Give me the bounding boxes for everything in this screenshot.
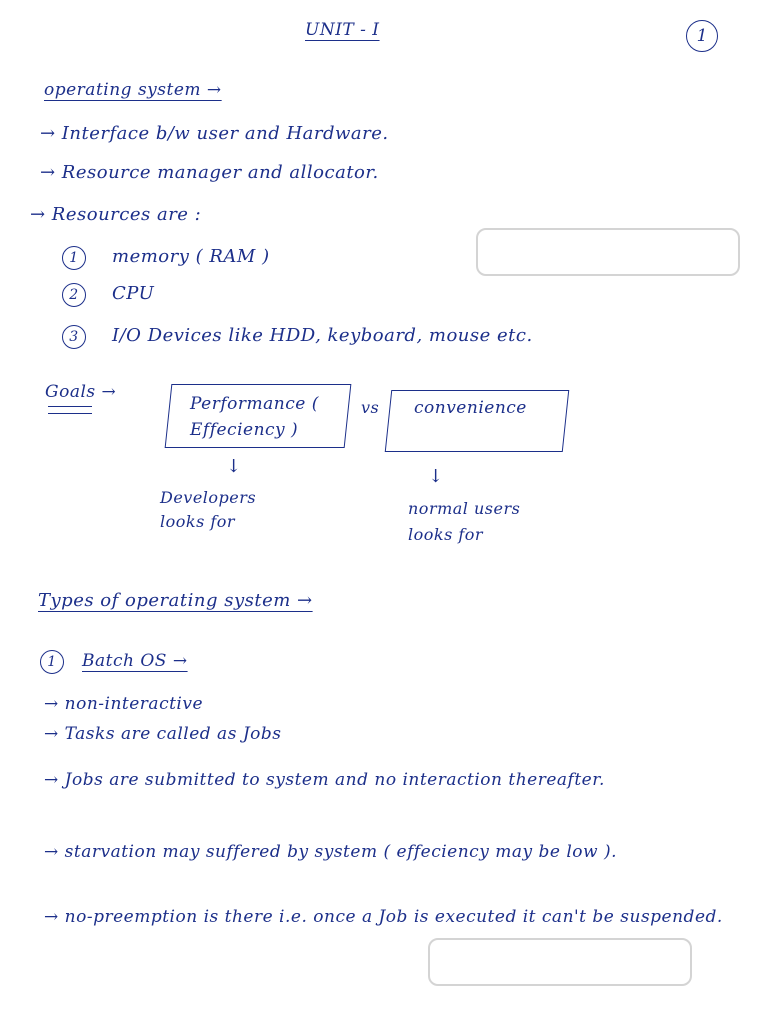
- goals-label: Goals →: [45, 382, 117, 402]
- resource-item-memory: [62, 246, 270, 270]
- down-arrow-icon: ↓: [226, 456, 242, 477]
- number-circle: 2: [62, 283, 86, 307]
- batch-point-jobs: → Tasks are called as Jobs: [44, 724, 282, 744]
- batch-point-non-interactive: → non-interactive: [44, 694, 204, 714]
- number-circle: 1: [62, 246, 86, 270]
- section-heading-types: Types of operating system →: [38, 590, 313, 611]
- batch-point-no-preemption: → no-preemption is there i.e. once a Job is executed it can't be suspended.: [44, 907, 723, 927]
- resource-item-cpu: [62, 283, 154, 307]
- users-note: normal users looks for: [408, 499, 521, 544]
- convenience-text: convenience: [414, 398, 527, 418]
- batch-point-starvation: → starvation may suffered by system ( effeciency may be low ).: [44, 842, 617, 862]
- resource-text: memory ( RAM ): [112, 246, 270, 267]
- down-arrow-icon: ↓: [428, 466, 444, 487]
- resource-text: CPU: [112, 283, 155, 304]
- batch-point-submitted: → Jobs are submitted to system and no interaction thereafter.: [44, 770, 605, 790]
- section-heading-operating-system: operating system →: [44, 80, 222, 100]
- blank-overlay-box: [428, 938, 692, 986]
- batch-os-heading: [40, 650, 188, 674]
- resource-item-io: [62, 325, 533, 349]
- unit-title: UNIT - I: [305, 20, 380, 40]
- number-circle: 1: [40, 650, 64, 674]
- batch-os-title: Batch OS →: [82, 651, 188, 671]
- developers-note: Developers looks for: [160, 488, 257, 531]
- number-circle: 3: [62, 325, 86, 349]
- point-resources-are: → Resources are :: [30, 204, 202, 225]
- point-interface: → Interface b/w user and Hardware.: [40, 123, 389, 144]
- page-number: 1: [686, 20, 718, 52]
- blank-overlay-box: [476, 228, 740, 276]
- point-resource-manager: → Resource manager and allocator.: [40, 162, 379, 183]
- vs-label: vs: [361, 398, 380, 417]
- performance-text: Performance ( Effeciency ): [190, 394, 319, 440]
- resource-text: I/O Devices like HDD, keyboard, mouse etc.: [112, 325, 533, 346]
- goals-double-underline: [48, 406, 92, 414]
